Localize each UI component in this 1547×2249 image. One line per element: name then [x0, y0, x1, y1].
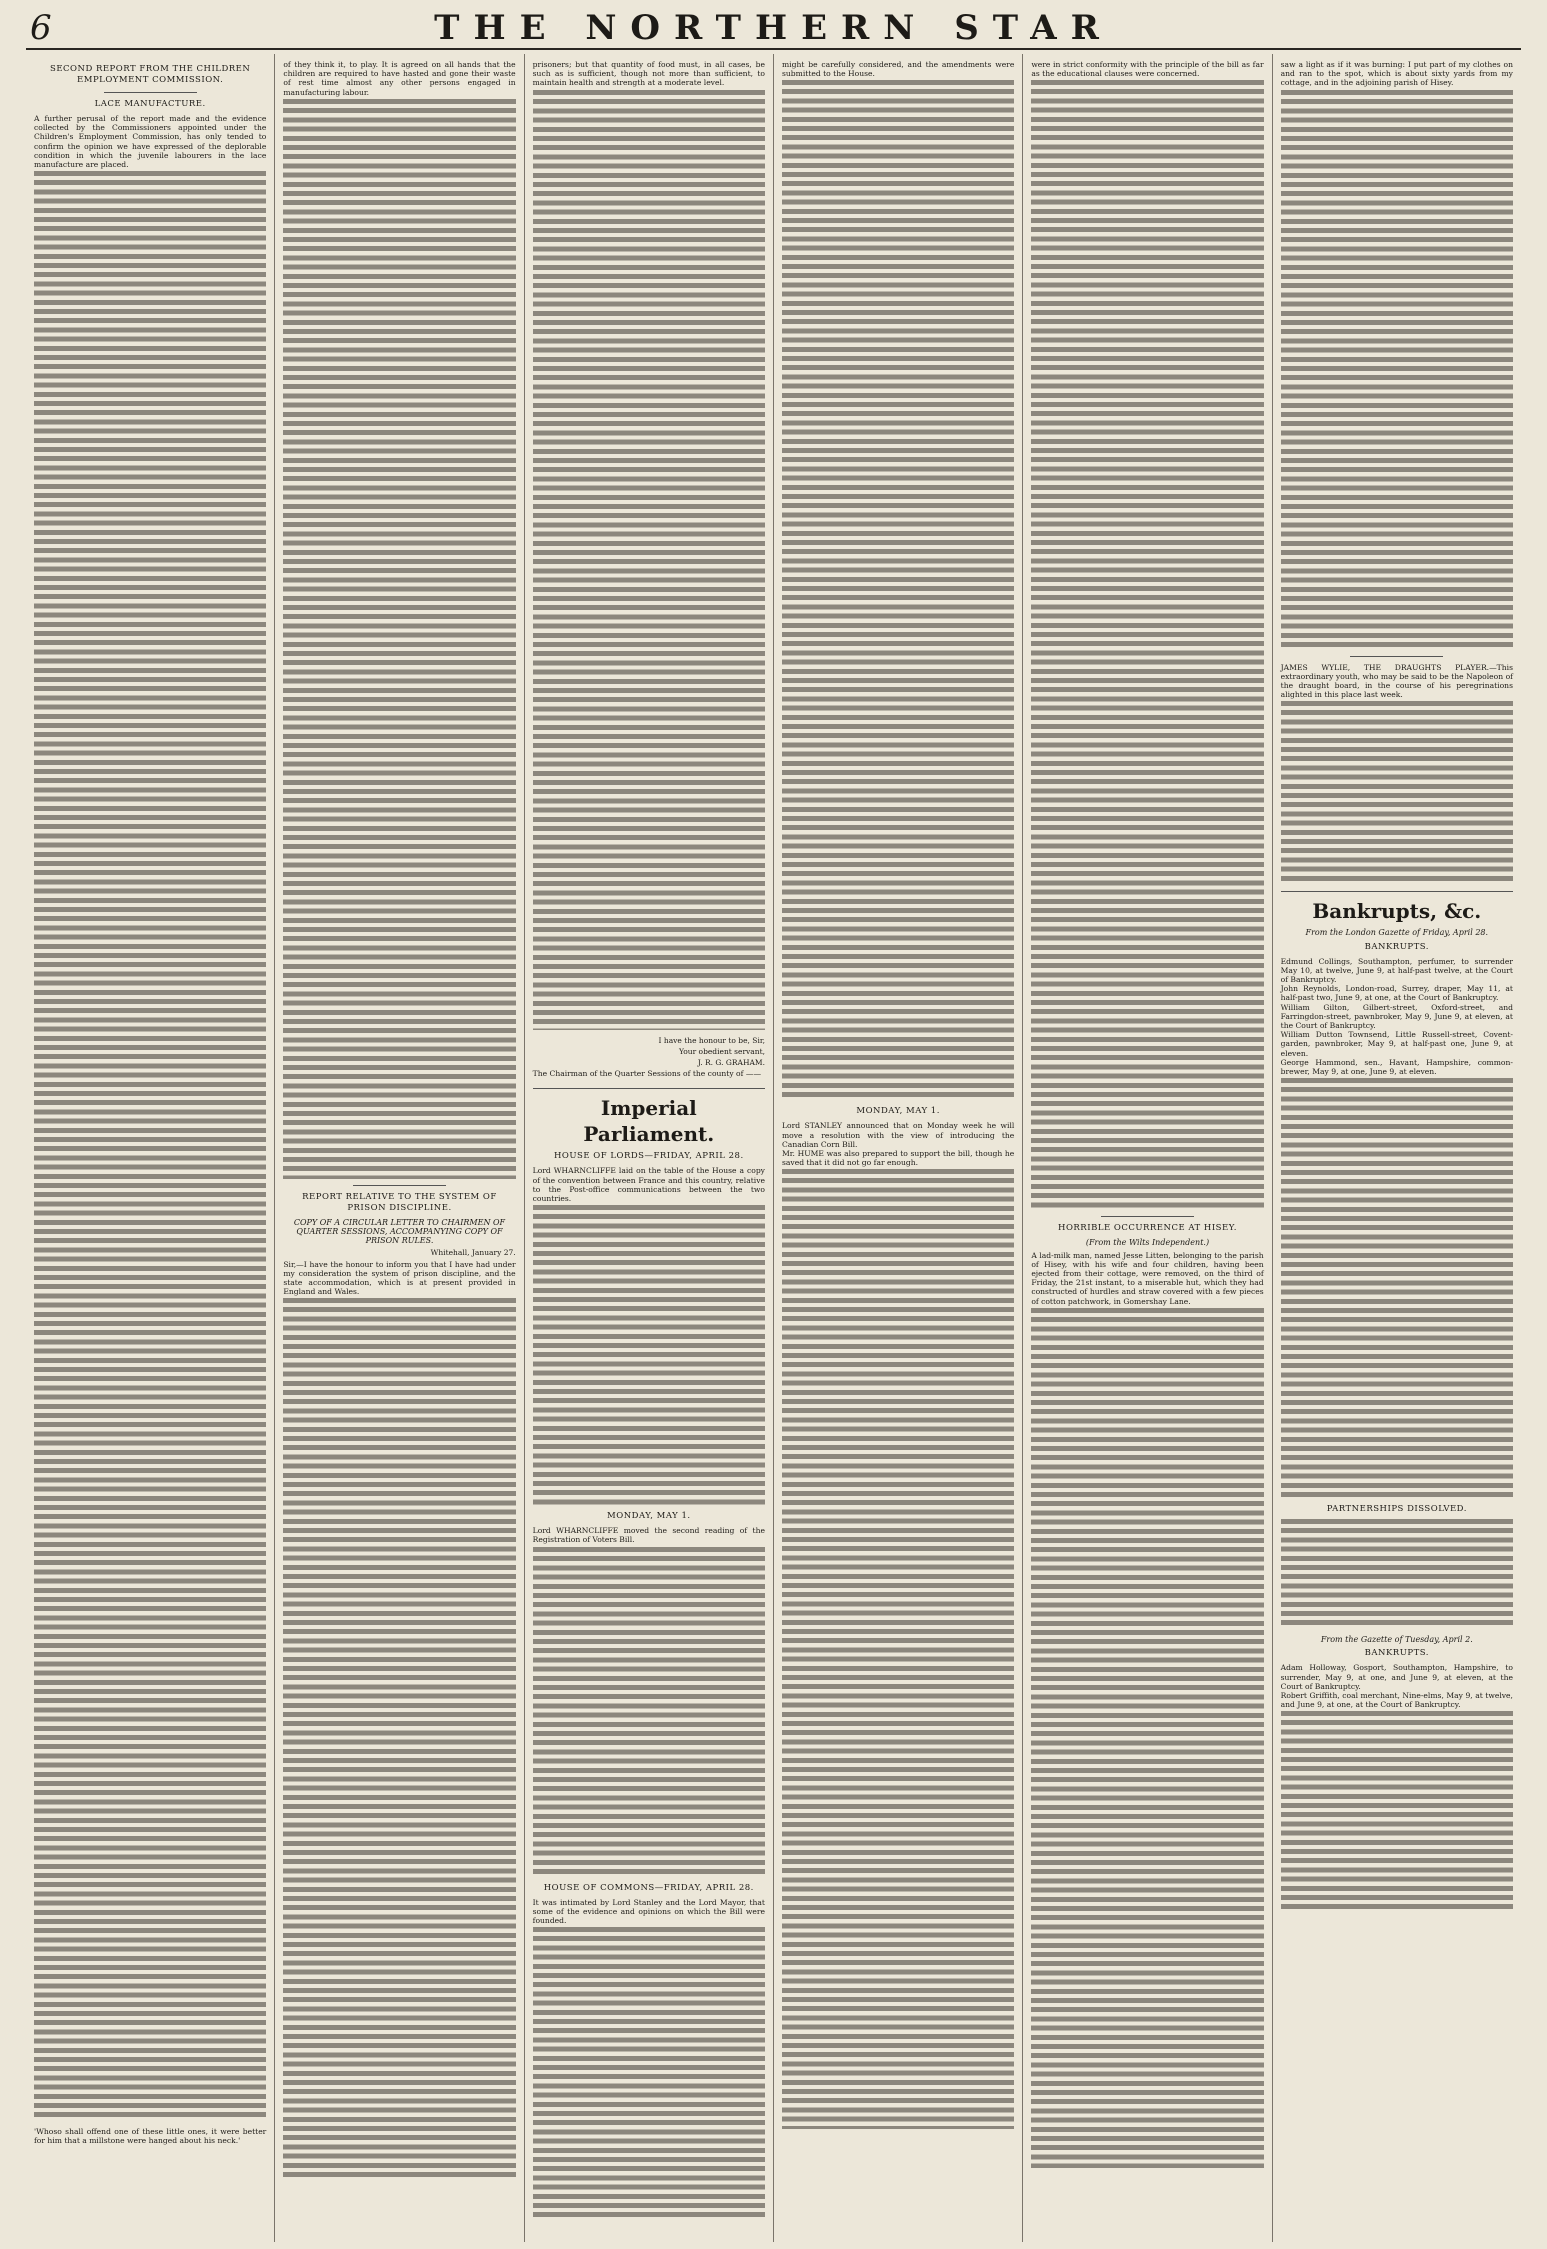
bankrupt-entry: George Hammond, sen., Havant, Hampshire, common-brewer, May 9, at one, June 9, at eleven. — [1280, 1057, 1513, 1077]
column-5 — [1022, 54, 1271, 2242]
column-2 — [274, 54, 523, 2242]
signoff-line: Your obedient servant, — [678, 1046, 765, 1056]
article-subheading: LACE MANUFACTURE. — [94, 99, 206, 109]
article-lead: A lad-milk man, named Jesse Litten, belonging to the parish of Hisey, with his wife and four children, having been ejected from their cottage, were removed, on the third of Friday, the 21st instant, to a miserable hut, which they had constructed of hurdles and straw covered with a few pieces of cotton patchwork, in Gomershay Lane. — [1031, 1250, 1264, 1306]
article-heading: SECOND REPORT FROM THE CHILDREN EMPLOYMENT COMMISSION. — [50, 64, 251, 85]
gazette-heading: From the London Gazette of Friday, April 28. — [1305, 928, 1489, 938]
letter-body-text — [283, 1298, 515, 2178]
article-body-text — [34, 171, 266, 2121]
debate-continuation: were in strict conformity with the principle of the bill as far as the educational clauses were concerned. — [1031, 60, 1264, 79]
gazette-heading: From the Gazette of Tuesday, April 2. — [1320, 1635, 1473, 1645]
bankrupt-list-text — [1281, 1711, 1513, 1911]
parliament-note: Mr. HUME was also prepared to support the bill, though he saved that it did not go far enough. — [781, 1149, 1015, 1168]
debate-continuation: might be carefully considered, and the amendments were submitted to the House. — [781, 60, 1015, 79]
bankrupt-list-text — [1281, 1078, 1513, 1498]
section-title: Imperial Parliament. — [533, 1088, 765, 1147]
parliament-text: Lord WHARNCLIFFE moved the second reading of the Registration of Voters Bill. — [532, 1526, 765, 1545]
bankrupt-entry: William Gilton, Gilbert-street, Oxford-street, and Farringdon-street, pawnbroker, May 9, June 9, at eleven, at the Court of Bankruptcy. — [1280, 1002, 1513, 1031]
page-number: 6 — [30, 8, 52, 48]
bankrupt-entry: Adam Holloway, Gosport, Southampton, Hampshire, to surrender, May 9, at one, and June 9, at eleven, at the Court of Bankruptcy. — [1280, 1663, 1513, 1691]
section-title: Bankrupts, &c. — [1281, 891, 1513, 924]
parliament-heading: HOUSE OF LORDS—FRIDAY, APRIL 28. — [553, 1151, 744, 1162]
letter-continuation: prisoners; but that quantity of food must, in all cases, be such as is sufficient, though not more than sufficient, to maintain health and strength at a moderate level. — [532, 60, 765, 88]
parliament-body-text — [533, 1547, 765, 1877]
newspaper-title: THE NORTHERN STAR — [434, 8, 1113, 48]
columns — [26, 54, 1521, 2242]
notice-text: JAMES WYLIE, THE DRAUGHTS PLAYER.—This extraordinary youth, who may be said to be the Napoleon of the draught board, in the course of his peregrinations alighted in this place last week. — [1280, 662, 1513, 700]
bankrupts-heading: BANKRUPTS. — [1364, 941, 1429, 952]
article-continuation: of they think it, to play. It is agreed on all hands that the children are required to have hasted and gone their waste of rest time almost any other persons engaged in manufacturing labour. — [283, 60, 516, 97]
column-4 — [773, 54, 1022, 2242]
article-intro: A further perusal of the report made and the evidence collected by the Commissioners appointed under the Children's Employment Commission, has only tended to confirm the opinion we have expressed of the deplorable condition in which the juvenile labourers in the lace manufacture are placed. — [34, 114, 267, 170]
article-heading: REPORT RELATIVE TO THE SYSTEM OF PRISON DISCIPLINE. — [302, 1191, 497, 1213]
debate-body-text — [1031, 80, 1263, 1210]
column-6 — [1272, 54, 1521, 2242]
notice-body-text — [1281, 701, 1513, 881]
parliament-heading: MONDAY, MAY 1. — [856, 1106, 940, 1117]
letter-body: Sir,—I have the honour to inform you that I have had under my consideration the system of prison discipline, and the state accommodation, which is at present provided in England and Wales. — [283, 1259, 516, 1297]
signoff-note: The Chairman of the Quarter Sessions of the county of —— — [532, 1069, 762, 1079]
bankrupt-entry: John Reynolds, London-road, Surrey, draper, May 11, at half-past two, June 9, at one, at the Court of Bankruptcy. — [1280, 984, 1513, 1003]
dateline: Whitehall, January 27. — [430, 1248, 516, 1258]
parliament-text: It was intimated by Lord Stanley and the Lord Mayor, that some of the evidence and opinions on which the Bill were founded. — [532, 1897, 765, 1926]
column-3 — [524, 54, 773, 2242]
bankrupt-entry: William Dutton Townsend, Little Russell-street, Covent-garden, pawnbroker, May 9, at half-past one, June 9, at eleven. — [1280, 1030, 1513, 1058]
article-continuation: saw a light as if it was burning: I put part of my clothes on and ran to the spot, which is about sixty yards from my cottage, and in the adjoining parish of Hisey. — [1280, 60, 1513, 88]
article-heading: HORRIBLE OCCURRENCE AT HISEY. — [1058, 1223, 1237, 1234]
parliament-note: Lord STANLEY announced that on Monday week he will move a resolution with the view of introducing the Canadian Corn Bill. — [781, 1121, 1015, 1149]
bankrupt-entry: Robert Griffith, coal merchant, Nine-elms, May 9, at twelve, and June 9, at one, at the Court of Bankruptcy. — [1280, 1691, 1513, 1710]
letter-body-text — [533, 90, 765, 1030]
divider — [1101, 1216, 1194, 1217]
article-source: (From the Wilts Independent.) — [1085, 1238, 1210, 1248]
parliament-body-text — [533, 1205, 765, 1505]
divider — [104, 92, 197, 93]
article-closing: 'Whoso shall offend one of these little ones, it were better for him that a millstone were hanged about his neck.' — [34, 2127, 267, 2146]
debate-body-text — [782, 80, 1014, 1100]
divider — [353, 1185, 446, 1186]
masthead — [26, 8, 1521, 50]
bankrupt-entry: Edmund Collings, Southampton, perfumer, to surrender May 10, at twelve, June 9, at half-past twelve, at the Court of Bankruptcy. — [1280, 956, 1513, 985]
partnerships-heading: PARTNERSHIPS DISSOLVED. — [1326, 1504, 1467, 1515]
parliament-heading: HOUSE OF COMMONS—FRIDAY, APRIL 28. — [543, 1882, 754, 1893]
partnerships-text — [1281, 1519, 1513, 1629]
article-body-text — [1281, 90, 1513, 650]
bankrupts-heading: BANKRUPTS. — [1364, 1648, 1429, 1659]
signoff-signature: J. R. G. GRAHAM. — [697, 1058, 765, 1068]
debate-body-text — [782, 1169, 1014, 2129]
column-1 — [26, 54, 274, 2242]
parliament-text: Lord WHARNCLIFFE laid on the table of the House a copy of the convention between France and this country, relative to the Post-office communications between the two countries. — [532, 1166, 765, 1204]
parliament-heading: MONDAY, MAY 1. — [607, 1511, 691, 1522]
parliament-body-text — [533, 1927, 765, 2217]
article-body-text — [283, 99, 515, 1179]
article-body-text — [1031, 1308, 1263, 2168]
signoff-line: I have the honour to be, Sir, — [658, 1035, 765, 1045]
divider — [1350, 656, 1443, 657]
article-subheading: COPY OF A CIRCULAR LETTER TO CHAIRMEN OF QUARTER SESSIONS, ACCOMPANYING COPY OF PRISON RULES. — [293, 1217, 506, 1246]
